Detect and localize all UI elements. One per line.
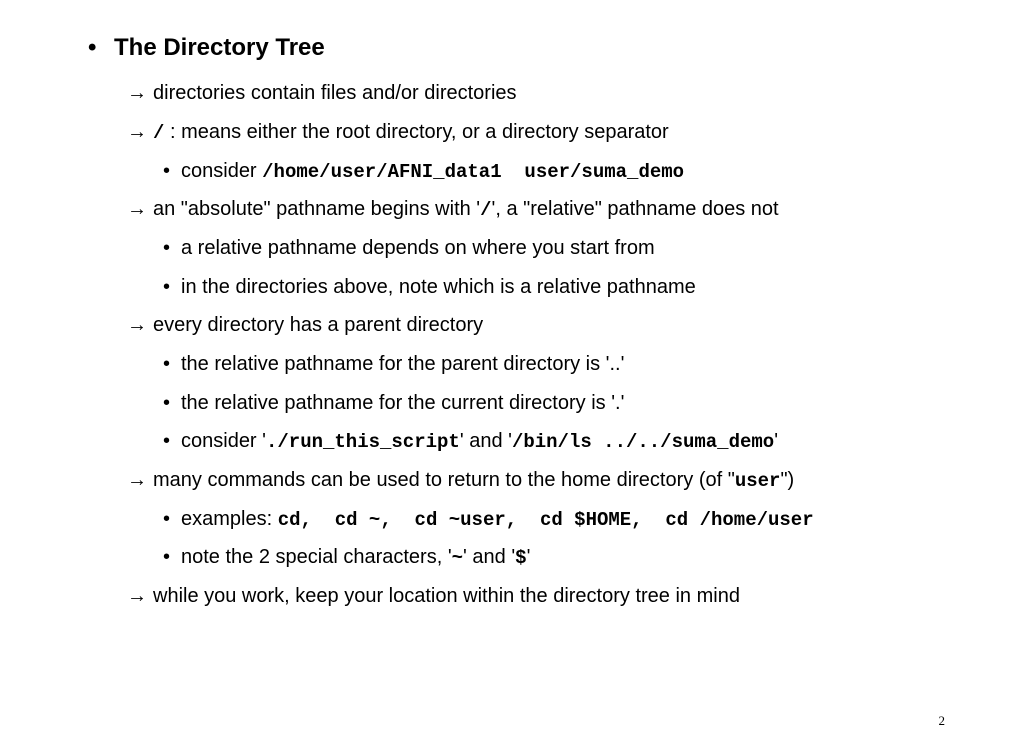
arrow-icon: → <box>127 121 147 143</box>
bullet-icon: • <box>163 430 171 452</box>
code-snippet: $ <box>515 547 527 569</box>
list-item: • in the directories above, note which is a relative pathname <box>163 276 696 298</box>
code-snippet: / <box>153 122 165 144</box>
code-snippet: /home/user/AFNI_data1 <box>262 161 502 183</box>
list-item: → directories contain files and/or directories <box>127 82 517 104</box>
arrow-icon: → <box>127 314 147 336</box>
heading-bullet: • <box>88 34 97 61</box>
code-snippet: ./run_this_script <box>265 431 460 453</box>
bullet-icon: • <box>163 160 171 182</box>
list-item: • note the 2 special characters, '~' and '$' <box>163 546 531 569</box>
arrow-icon: → <box>127 82 147 104</box>
list-item: → many commands can be used to return to the home directory (of "user") <box>127 469 795 492</box>
bullet-icon: • <box>163 508 171 530</box>
code-snippet: user <box>734 470 781 492</box>
bullet-icon: • <box>163 276 171 298</box>
code-snippet: / <box>480 199 492 221</box>
page-number: 2 <box>938 713 945 728</box>
arrow-icon: → <box>127 469 147 491</box>
arrow-icon: → <box>127 198 147 220</box>
code-snippet: ~ <box>451 547 464 569</box>
bullet-icon: • <box>163 353 171 375</box>
list-item: → / : means either the root directory, or a directory separator <box>127 121 669 144</box>
list-item: • a relative pathname depends on where you start from <box>163 237 655 259</box>
list-item: • consider /home/user/AFNI_data1 user/suma_demo <box>163 160 685 183</box>
arrow-icon: → <box>127 585 147 607</box>
list-item: • examples: cd, cd ~, cd ~user, cd $HOME, cd /home/user <box>163 508 814 531</box>
slide-heading <box>88 34 325 62</box>
bullet-icon: • <box>163 392 171 414</box>
list-item: • the relative pathname for the parent directory is '..' <box>163 353 625 375</box>
bullet-icon: • <box>163 237 171 259</box>
list-item: → while you work, keep your location within the directory tree in mind <box>127 585 740 607</box>
bullet-icon: • <box>163 546 171 568</box>
list-item: • the relative pathname for the current directory is '.' <box>163 392 625 414</box>
code-snippet: /bin/ls ../../suma_demo <box>511 431 775 453</box>
list-item: • consider './run_this_script' and '/bin/ls ../../suma_demo' <box>163 430 779 453</box>
code-snippet: user/suma_demo <box>524 161 685 183</box>
list-item: → every directory has a parent directory <box>127 314 484 336</box>
heading-title: The Directory Tree <box>114 34 325 61</box>
list-item: → an "absolute" pathname begins with '/', a "relative" pathname does not <box>127 198 779 221</box>
code-snippet: cd, cd ~, cd ~user, cd $HOME, cd /home/user <box>277 509 814 531</box>
